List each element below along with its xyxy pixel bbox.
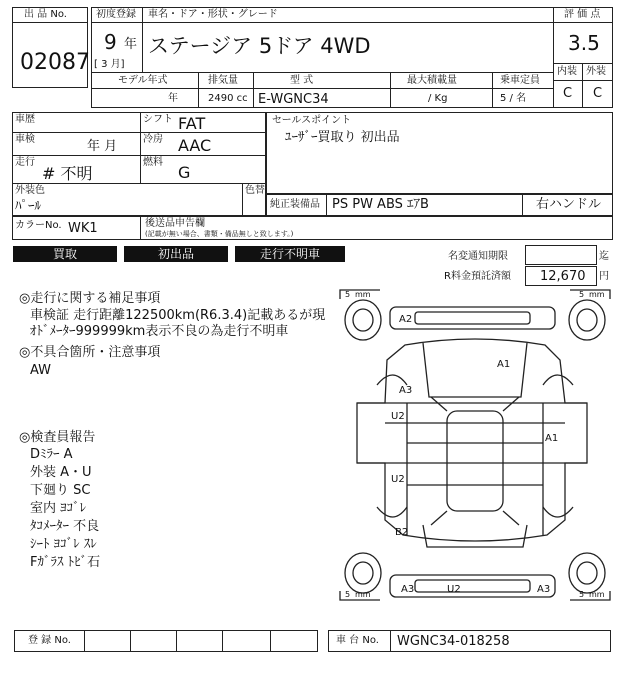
mark-rear-bumper-right: A3 [537, 584, 551, 595]
recycle-unit: 円 [599, 271, 609, 282]
inspector-line-6: ｼｰﾄ ﾖｺﾞﾚ ｽﾚ [30, 537, 97, 552]
deadline-unit: 迄 [599, 251, 609, 262]
mark-hood: A1 [497, 359, 511, 370]
equipment: PS PW ABS ｴｱB [332, 197, 429, 212]
deadline-label: 名変通知期限 [448, 251, 508, 262]
model-year: 年 [168, 93, 178, 104]
tire-unit-fr: mm [589, 290, 605, 299]
lot-number: 02087 [20, 50, 90, 75]
tire-front-right: 5 [579, 290, 585, 299]
color-no: WK1 [68, 221, 98, 236]
type-label: 型 式 [290, 75, 314, 86]
inspector-line-7: Fｶﾞﾗｽ ﾄﾋﾞ石 [30, 555, 101, 570]
ac-label: 冷房 [143, 134, 163, 145]
inspector-line-2: 外装 A・U [30, 465, 92, 480]
year-unit: 年 [124, 37, 138, 52]
equipment-label: 純正装備品 [270, 199, 320, 210]
badge-kaitori: 買取 [13, 246, 117, 262]
shift: FAT [178, 114, 206, 133]
badge-first-listing: 初出品 [124, 246, 228, 262]
defects-line-1: AW [30, 363, 52, 378]
interior-label: 内装 [557, 66, 577, 77]
history-label: 車歴 [15, 114, 35, 125]
grade-label: 評 価 点 [564, 9, 601, 20]
lot-label: 出 品 No. [24, 9, 67, 20]
chassis-label: 車 台 No. [336, 635, 379, 646]
load-label: 最大積載量 [407, 75, 457, 86]
first-reg-year: 9 [104, 30, 117, 54]
interior-grade: C [563, 86, 573, 101]
inspector-line-3: 下廻り SC [30, 483, 91, 498]
first-reg-month: [ 3 月] [94, 59, 125, 70]
inspector-line-5: ﾀｺﾒｰﾀｰ 不良 [30, 519, 100, 534]
car-name-label: 車名・ドア・形状・グレード [148, 9, 278, 20]
capacity-label: 乗車定員 [500, 75, 540, 86]
badge-mileage-unknown: 走行不明車 [235, 246, 345, 262]
color-no-row [12, 216, 613, 240]
recycle-label: R料金預託済額 [444, 271, 511, 282]
grade-value: 3.5 [568, 31, 600, 55]
sales-point-label: セールスポイント [272, 115, 352, 126]
mileage: # 不明 [42, 164, 93, 183]
mark-right-door: A1 [545, 433, 559, 444]
mileage-label: 走行 [15, 157, 35, 168]
supplement-line-1: 車検証 走行距離122500km(R6.3.4)記載あるが現 [30, 308, 326, 323]
mark-left-front-door: U2 [391, 411, 405, 422]
recycle-amount: 12,670 [540, 269, 586, 284]
fuel: G [178, 163, 191, 182]
ac: AAC [178, 136, 212, 155]
sales-point: ﾕｰｻﾞｰ買取り 初出品 [285, 130, 400, 145]
after-note: (記載が無い場合、書類・備品無しと致します。) [145, 230, 294, 238]
color-label: 外装色 [15, 185, 45, 196]
inspector-line-4: 室内 ﾖｺﾞﾚ [30, 501, 87, 516]
capacity: 5 / 名 [500, 93, 527, 104]
shift-label: シフト [143, 114, 173, 125]
car-damage-diagram [335, 285, 615, 605]
tire-unit-fl: mm [355, 290, 371, 299]
mark-left-fender: A3 [399, 385, 413, 396]
tire-front-left: 5 [345, 290, 351, 299]
exterior-label: 外装 [586, 66, 606, 77]
model-year-label: モデル年式 [118, 75, 168, 86]
tire-rear-left: 5 [345, 590, 351, 599]
tire-unit-rr: mm [589, 590, 605, 599]
recolor-label: 色替 [245, 185, 265, 196]
handle: 右ハンドル [536, 197, 602, 212]
inspection: 年 月 [87, 139, 118, 154]
mark-rear-bumper-left: A3 [401, 584, 415, 595]
fuel-label: 燃料 [143, 157, 163, 168]
displacement-label: 排気量 [208, 75, 238, 86]
inspector-line-1: Dﾐﾗｰ A [30, 447, 73, 462]
color: ﾊﾟｰﾙ [15, 199, 41, 214]
mark-rear-bumper-center: U2 [447, 584, 461, 595]
after-label: 後送品申告欄 [145, 218, 205, 229]
tire-unit-rl: mm [355, 590, 371, 599]
defects-title: ◎不具合箇所・注意事項 [19, 345, 161, 360]
tire-rear-right: 5 [579, 590, 585, 599]
mark-left-rear-door: U2 [391, 474, 405, 485]
mark-front-bumper: A2 [399, 314, 413, 325]
max-load: / Kg [428, 93, 448, 104]
inspector-title: ◎検査員報告 [19, 430, 96, 445]
first-reg-label: 初度登録 [96, 9, 136, 20]
mark-left-quarter: B2 [395, 527, 409, 538]
model-type: E-WGNC34 [258, 92, 329, 107]
deadline-box [525, 245, 597, 265]
chassis-number: WGNC34-018258 [397, 634, 510, 649]
supplement-title: ◎走行に関する補足事項 [19, 291, 161, 306]
car-name: ステージア 5ドア 4WD [148, 34, 371, 58]
inspection-label: 車検 [15, 134, 35, 145]
supplement-line-2: ｵﾄﾞﾒｰﾀｰ999999km表示不良の為走行不明車 [30, 324, 289, 339]
displacement: 2490 cc [208, 93, 248, 104]
color-no-label: カラーNo. [15, 220, 62, 231]
reg-no-label: 登 録 No. [28, 635, 71, 646]
exterior-grade: C [593, 86, 603, 101]
